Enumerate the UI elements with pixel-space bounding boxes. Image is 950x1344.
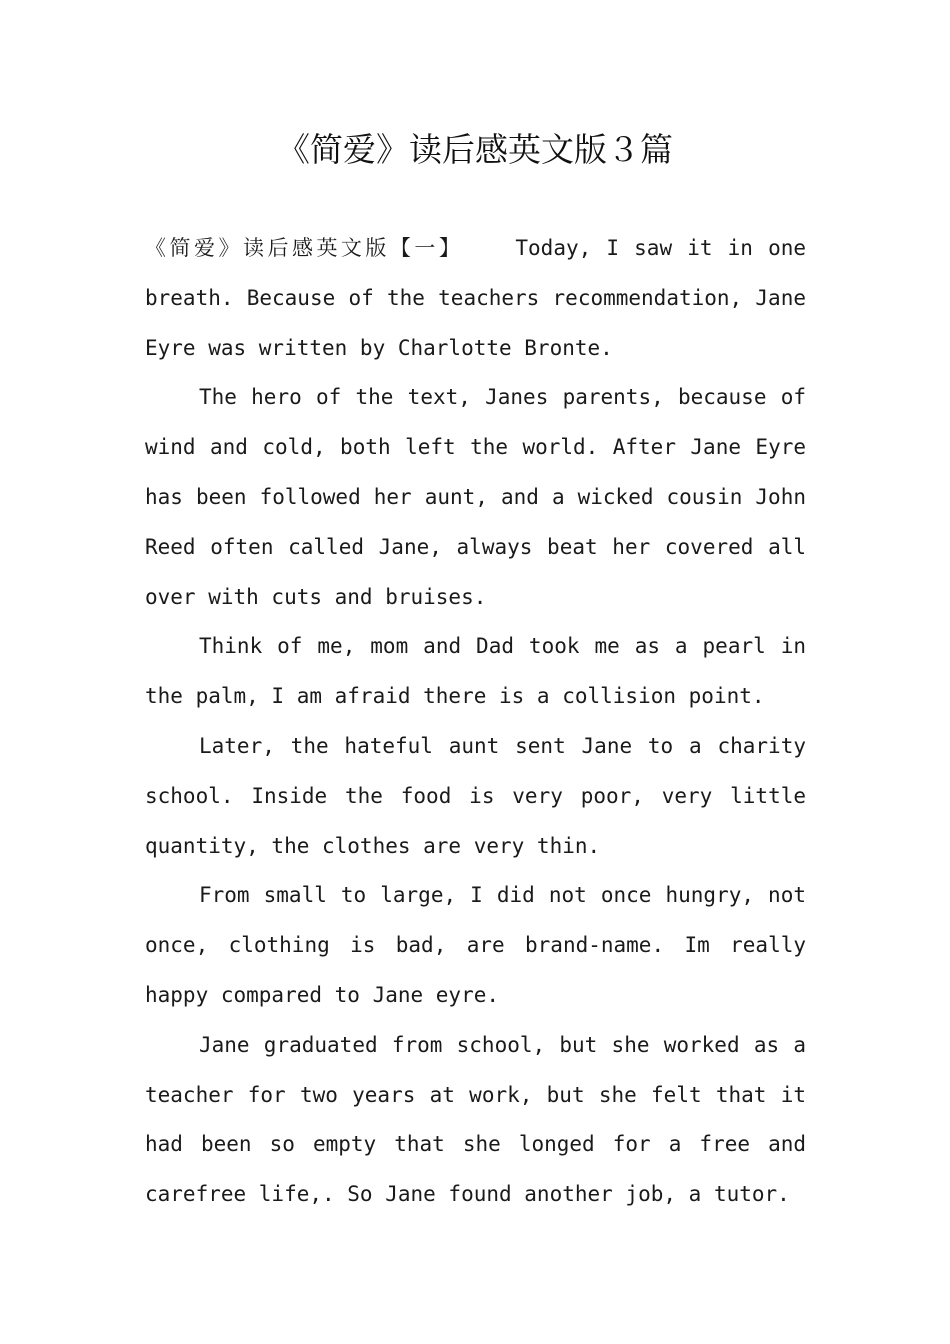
section-heading: 《简爱》读后感英文版【一】 [145,236,464,260]
paragraph-6: Jane graduated from school, but she worked as a teacher for two years at work, but she felt that it had been so empty that she longed for a free and carefree life,. So Jane found another job, a tutor. [145,1032,806,1207]
paragraph-2: The hero of the text, Janes parents, because of wind and cold, both left the world. After Jane Eyre has been followed her aunt, and a wicked cousin John Reed often called Jane, always beat her covered all over with cuts and bruises. [145,385,806,609]
paragraph-text: Today, I saw it in one breath. Because of the teachers recommendation, Jane Eyre was written by Charlotte Bronte. [145,236,806,360]
document-title: 《简爱》读后感英文版３篇 [277,130,673,169]
paragraph-5: From small to large, I did not once hungry, not once, clothing is bad, are brand-name. Im really happy compared to Jane eyre. [145,883,806,1007]
paragraph-3: Think of me, mom and Dad took me as a pearl in the palm, I am afraid there is a collision point. [145,634,806,709]
document-body [145,224,806,1220]
paragraph-1 [145,224,806,373]
paragraph-4: Later, the hateful aunt sent Jane to a charity school. Inside the food is very poor, very little quantity, the clothes are very thin. [145,733,806,858]
